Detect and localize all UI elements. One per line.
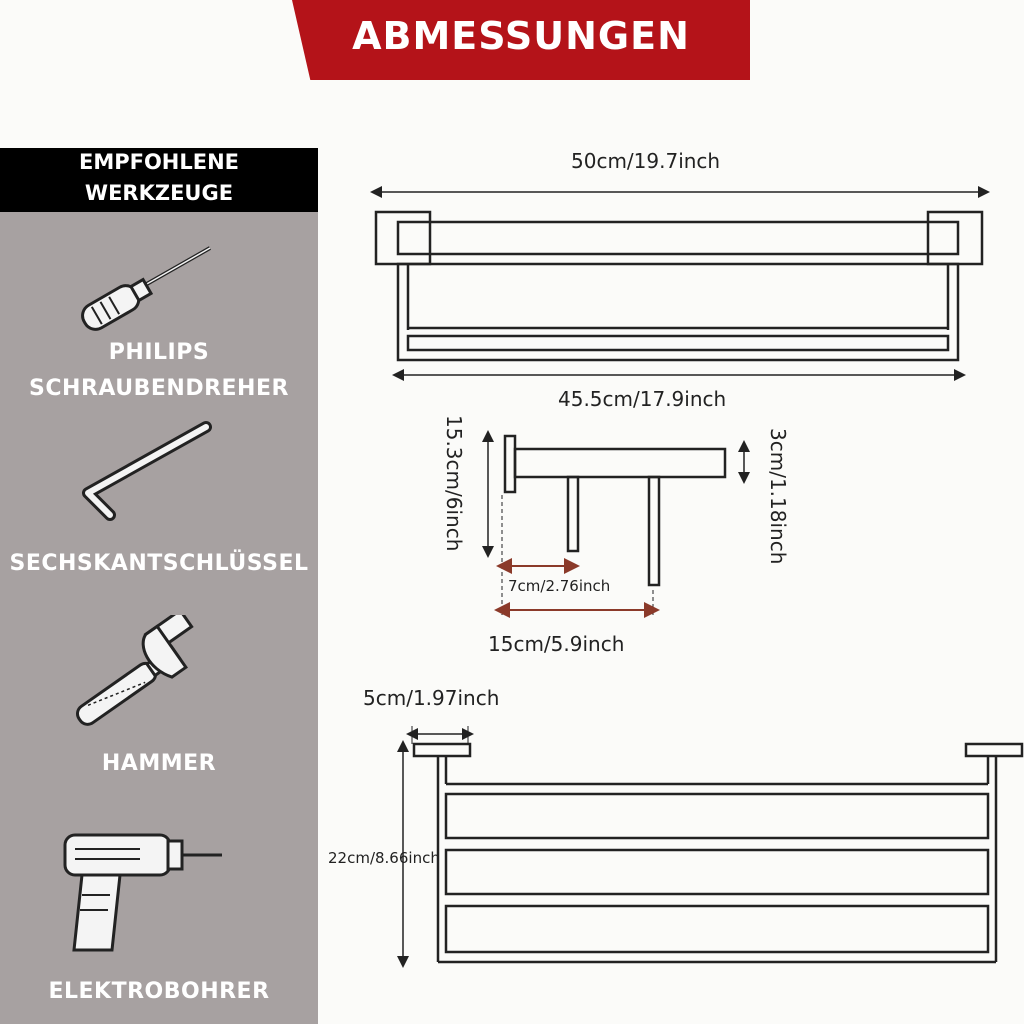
dim-height-side: 15.3cm/6inch (442, 415, 466, 552)
tool-label-drill: ELEKTROBOHRER (48, 979, 270, 1004)
tools-heading-line2: WERKZEUGE (84, 181, 234, 205)
dim-depth: 15cm/5.9inch (488, 632, 625, 656)
dim-bar-length: 45.5cm/17.9inch (558, 387, 727, 411)
dim-first-bar: 7cm/2.76inch (508, 577, 611, 595)
page-title: ABMESSUNGEN (352, 14, 690, 58)
tool-label-screwdriver-1: PHILIPS (108, 340, 210, 365)
tools-heading-line1: EMPFOHLENE (78, 150, 240, 174)
dim-base-width: 5cm/1.97inch (363, 686, 500, 710)
dim-total-width: 50cm/19.7inch (571, 149, 721, 173)
tool-label-screwdriver-2: SCHRAUBENDREHER (29, 376, 289, 401)
front-view-drawing (403, 726, 1022, 962)
top-view-drawing (376, 192, 984, 375)
dim-rack-height: 22cm/8.66inch (328, 849, 440, 867)
dim-thickness: 3cm/1.18inch (766, 428, 790, 565)
tool-label-hammer: HAMMER (101, 751, 217, 776)
tool-label-hex-key: SECHSKANTSCHLÜSSEL (9, 551, 309, 576)
